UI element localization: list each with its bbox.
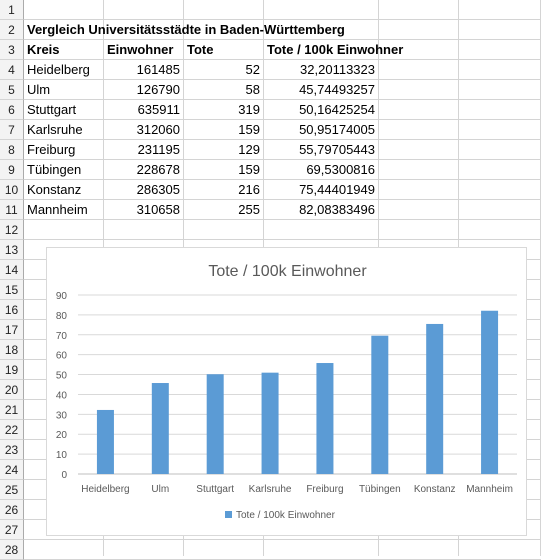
y-tick-label: 30	[55, 410, 67, 422]
x-tick-label: Freiburg	[306, 484, 344, 495]
row-header[interactable]: 13	[0, 240, 24, 260]
column-header[interactable]: Kreis	[27, 42, 60, 57]
table-cell[interactable]: 75,44401949	[299, 182, 375, 197]
table-cell[interactable]: Tübingen	[27, 162, 82, 177]
y-tick-label: 60	[55, 350, 67, 362]
column-header[interactable]: Tote	[187, 42, 214, 57]
x-tick-label: Konstanz	[413, 484, 456, 495]
table-cell[interactable]: 255	[238, 202, 260, 217]
y-tick-label: 0	[61, 470, 67, 481]
table-cell[interactable]: 216	[238, 182, 260, 197]
row-header[interactable]: 2	[0, 20, 24, 40]
y-tick-label: 10	[55, 450, 67, 462]
table-cell[interactable]: 159	[238, 122, 260, 137]
bar	[207, 374, 224, 474]
bar	[316, 363, 333, 474]
row-header[interactable]: 10	[0, 180, 24, 200]
row-header[interactable]: 22	[0, 420, 24, 440]
row-header[interactable]: 18	[0, 340, 24, 360]
chart-svg	[47, 248, 528, 537]
table-cell[interactable]: Heidelberg	[27, 62, 90, 77]
bar	[426, 324, 443, 474]
row-header[interactable]: 17	[0, 320, 24, 340]
table-cell[interactable]: 50,16425254	[299, 102, 375, 117]
x-tick-label: Tübingen	[358, 484, 401, 495]
column-header[interactable]: Einwohner	[107, 42, 174, 57]
bar	[262, 373, 279, 474]
row-header[interactable]: 11	[0, 200, 24, 220]
table-cell[interactable]: Karlsruhe	[27, 122, 83, 137]
bar-chart[interactable]	[46, 247, 527, 536]
row-header[interactable]: 7	[0, 120, 24, 140]
y-tick-label: 90	[55, 291, 67, 302]
table-cell[interactable]: 52	[245, 62, 260, 77]
row-header[interactable]: 21	[0, 400, 24, 420]
y-tick-label: 20	[55, 430, 67, 442]
legend-swatch	[225, 511, 232, 518]
table-cell[interactable]: 32,20113323	[300, 62, 375, 77]
table-cell[interactable]: 312060	[136, 122, 180, 137]
table-cell[interactable]: 45,74493257	[299, 82, 375, 97]
table-cell[interactable]: 635911	[137, 102, 180, 117]
bar	[152, 383, 169, 474]
table-cell[interactable]: 126790	[136, 82, 180, 97]
legend-label: Tote / 100k Einwohner	[236, 510, 335, 521]
sheet-title[interactable]: Vergleich Universitätsstädte in Baden-Württemberg	[27, 22, 345, 37]
bar	[371, 336, 388, 474]
row-header[interactable]: 26	[0, 500, 24, 520]
table-cell[interactable]: 231195	[137, 142, 180, 157]
table-cell[interactable]: 50,95174005	[299, 122, 375, 137]
row-header[interactable]: 24	[0, 460, 24, 480]
table-cell[interactable]: 82,08383496	[299, 202, 375, 217]
column-header[interactable]: Tote / 100k Einwohner	[267, 42, 404, 57]
row-header[interactable]: 12	[0, 220, 24, 240]
y-tick-label: 80	[55, 310, 67, 322]
table-cell[interactable]: 129	[238, 142, 260, 157]
row-header[interactable]: 9	[0, 160, 24, 180]
gridline-horizontal	[24, 539, 541, 540]
table-cell[interactable]: 69,5300816	[306, 162, 375, 177]
table-cell[interactable]: 319	[238, 102, 260, 117]
row-header[interactable]: 3	[0, 40, 24, 60]
row-header[interactable]: 20	[0, 380, 24, 400]
table-cell[interactable]: 58	[245, 82, 260, 97]
x-tick-label: Mannheim	[466, 484, 513, 495]
row-header[interactable]: 23	[0, 440, 24, 460]
row-header[interactable]: 6	[0, 100, 24, 120]
table-cell[interactable]: Ulm	[27, 82, 51, 97]
bar	[97, 410, 114, 474]
x-tick-label: Karlsruhe	[248, 484, 292, 495]
row-header[interactable]: 25	[0, 480, 24, 500]
table-cell[interactable]: Mannheim	[27, 202, 88, 217]
x-tick-label: Stuttgart	[196, 484, 235, 495]
table-cell[interactable]: 55,79705443	[299, 142, 375, 157]
row-header[interactable]: 19	[0, 360, 24, 380]
row-header[interactable]: 8	[0, 140, 24, 160]
table-cell[interactable]: Konstanz	[27, 182, 82, 197]
row-header[interactable]: 15	[0, 280, 24, 300]
table-cell[interactable]: 159	[238, 162, 260, 177]
row-header[interactable]: 16	[0, 300, 24, 320]
gridline-horizontal	[24, 239, 541, 240]
y-tick-label: 70	[55, 330, 67, 342]
row-header[interactable]: 28	[0, 540, 24, 560]
y-tick-label: 50	[55, 370, 67, 382]
table-cell[interactable]: Stuttgart	[27, 102, 77, 117]
x-tick-label: Heidelberg	[81, 484, 130, 495]
table-cell[interactable]: 286305	[136, 182, 180, 197]
table-cell[interactable]: 161485	[136, 62, 180, 77]
bar	[481, 311, 498, 474]
row-header[interactable]: 5	[0, 80, 24, 100]
row-header[interactable]: 27	[0, 520, 24, 540]
row-header[interactable]: 4	[0, 60, 24, 80]
table-cell[interactable]: Freiburg	[27, 142, 76, 157]
y-tick-label: 40	[55, 390, 67, 402]
table-cell[interactable]: 228678	[136, 162, 180, 177]
row-header[interactable]: 14	[0, 260, 24, 280]
table-cell[interactable]: 310658	[136, 202, 180, 217]
x-tick-label: Ulm	[151, 484, 170, 495]
row-header[interactable]: 1	[0, 0, 24, 20]
chart-title: Tote / 100k Einwohner	[208, 263, 367, 280]
